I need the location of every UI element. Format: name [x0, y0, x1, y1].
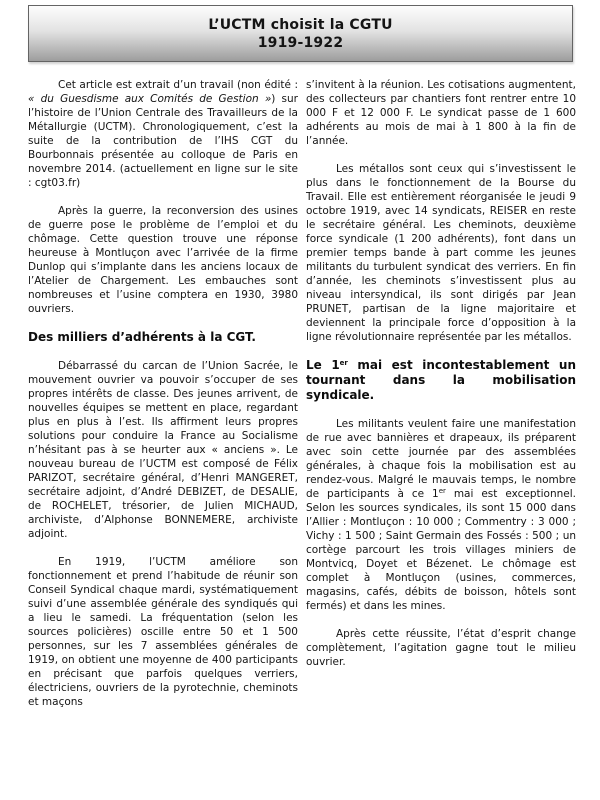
right-column — [306, 78, 576, 723]
paragraph — [28, 78, 298, 190]
text-segment: mai est incontestablement un tournant dans la mobilisation syndicale. — [306, 358, 577, 402]
paragraph — [28, 359, 298, 541]
text-segment: Débarrassé du carcan de l’Union Sacrée, le mouvement ouvrier va pouvoir s’occuper de ses propres intérêts de classe. Des jeunes arrivent, de nouvelles équipes se mettent en place, regardant plus en plus à l’est. Ils affirment leurs propres solutions pour conduire la France au Socialisme n’hésitant pas à se heurter aux « anciens ». Le nouveau bureau de l’UCTM est composé de Félix PARIZOT, secrétaire général, d’Henri MANGERET, secrétaire adjoint, d’André DEBIZET, de DESALIE, de ROCHELET, trésorier, de Julien MICHAUD, archiviste, d’Alphonse BONNEMERE, archiviste adjoint. — [28, 360, 298, 540]
paragraph — [306, 162, 576, 344]
paragraph — [306, 78, 576, 148]
text-segment: Les métallos sont ceux qui s’investissent le plus dans le fonctionnement de la Bourse du Travail. Elle est entièrement réorganisée le jeudi 9 octobre 1919, avec 14 syndicats, REISER en reste le secrétaire général. Les cheminots, deuxième force syndicale (1 200 adhérents), font dans un premier temps bande à part comme les jeunes militants du turbulent syndicat des verriers. En fin d’année, les cheminots s’investissent plus au niveau intersyndical, ils sont dirigés par Jean PRUNET, partisan de la ligne majoritaire et deviennent la principale force d’opposition à la ligne révolutionnaire représentée par les métallos. — [306, 163, 576, 343]
text-segment: Cet article est extrait d’un travail (non édité : — [58, 79, 298, 91]
text-segment: er — [339, 359, 348, 367]
document-subtitle: 1919-1922 — [257, 34, 344, 51]
text-segment: Des milliers d’adhérents à la CGT. — [28, 330, 256, 344]
text-segment: Les militants veulent faire une manifestation de rue avec bannières et drapeaux, ils préparent avec soin cette journée par des assemblées générales, à chaque fois la mobilisation est au rendez-vous. Malgré le mauvais temps, le nombre de participants à ce 1 — [306, 418, 576, 500]
text-segment: s’invitent à la réunion. Les cotisations augmentent, des collecteurs par chantiers font rentrer entre 10 000 F et 12 000 F. Le syndicat passe de 1 600 adhérents au mois de mai à 1 800 à la fin de l’année. — [306, 79, 576, 147]
paragraph — [28, 555, 298, 709]
text-segment: ) sur l’histoire de l’Union Centrale des Travailleurs de la Métallurgie (UCTM). Chronologiquement, c’est la suite de la contribution de l’IHS CGT du Bourbonnais présentée au colloque de Paris en novembre 2014. (actuellement en ligne sur le site : cgt03.fr) — [28, 93, 298, 189]
text-segment: Le 1 — [306, 358, 340, 372]
text-segment: mai est exceptionnel. Selon les sources syndicales, ils sont 15 000 dans l’Allier : Montluçon : 10 000 ; Commentry : 3 000 ; Vichy : 1 500 ; Saint Germain des Fossés : 500 ; un cortège parcourt les trois villages miniers de Montvicq, Doyet et Bézenet. Le chômage est complet à Montluçon (usines, commerces, magasins, cafés, débits de boisson, hôtels sont fermés) et dans les mines. — [306, 488, 577, 612]
text-segment: « du Guesdisme aux Comités de Gestion » — [28, 93, 272, 105]
left-column — [28, 78, 298, 723]
paragraph — [28, 204, 298, 316]
text-segment: Après cette réussite, l’état d’esprit change complètement, l’agitation gagne tout le milieu ouvrier. — [306, 628, 576, 668]
document-title: L’UCTM choisit la CGTU — [208, 16, 393, 33]
text-segment: En 1919, l’UCTM améliore son fonctionnement et prend l’habitude de réunir son Conseil Syndical chaque mardi, systématiquement suivi d’une assemblée générale des syndiqués qui a lieu le samedi. La fréquentation (selon les sources policières) oscille entre 50 et 1 500 personnes, sur les 7 assemblées générales de 1919, on obtient une moyenne de 400 participants en précisant que parfois quelques verriers, électriciens, ouvriers de la pyrotechnie, cheminots et maçons — [28, 556, 298, 708]
two-column-text-area — [28, 78, 576, 723]
title-banner — [28, 5, 573, 62]
text-segment: er — [438, 487, 446, 495]
paragraph — [306, 627, 576, 669]
section-heading — [306, 358, 576, 403]
text-segment: Après la guerre, la reconversion des usines de guerre pose le problème de l’emploi et du chômage. Cette question trouve une réponse heureuse à Montluçon avec l’arrivée de la firme Dunlop qui s’implante dans les anciens locaux de l’Atelier de Chargement. Les embauches sont nombreuses et l’usine comptera en 1930, 3980 ouvriers. — [28, 205, 298, 315]
section-heading — [28, 330, 298, 345]
paragraph — [306, 417, 576, 613]
